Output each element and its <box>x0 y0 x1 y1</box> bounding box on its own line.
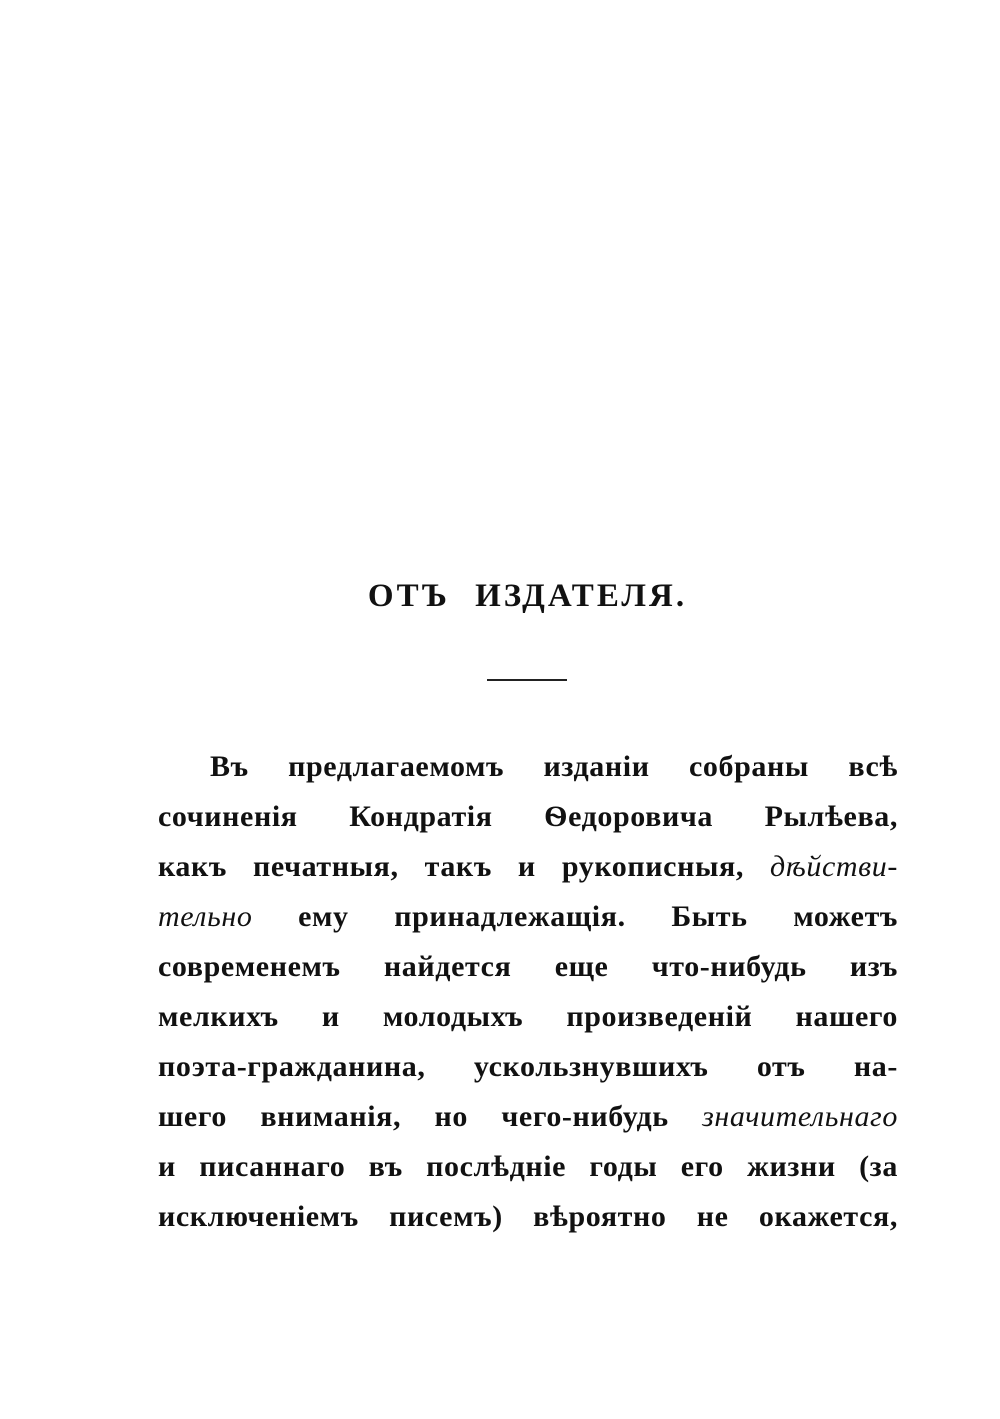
word: на- <box>853 1050 898 1083</box>
word: вниманія, <box>260 1100 402 1133</box>
text-line <box>158 842 898 892</box>
word: писаннаго <box>199 1150 346 1183</box>
text-line <box>158 1092 898 1142</box>
word: ему <box>298 900 349 933</box>
word: изъ <box>849 950 898 983</box>
body-paragraph <box>158 742 898 1242</box>
text-line <box>158 1192 898 1242</box>
italic-word: дѣйстви- <box>769 850 898 883</box>
word: отъ <box>756 1050 806 1083</box>
word: печатныя, <box>253 850 399 883</box>
word: еще <box>554 950 609 983</box>
word: не <box>696 1200 729 1233</box>
word: сочиненія <box>158 800 298 833</box>
word: жизни <box>747 1150 836 1183</box>
word: ускользнувшихъ <box>473 1050 709 1083</box>
word: Ѳедоровича <box>544 800 713 833</box>
title-divider <box>487 679 567 681</box>
word: (за <box>859 1150 898 1183</box>
word: Кондратія <box>349 800 493 833</box>
word: предлагаемомъ <box>288 750 505 783</box>
word: вѣроятно <box>533 1200 667 1233</box>
word: принадлежащія. <box>394 900 626 933</box>
page-title: ОТЪ ИЗДАТЕЛЯ. <box>367 578 688 614</box>
italic-word: тельно <box>158 900 253 933</box>
word: Быть <box>671 900 748 933</box>
word: нашего <box>795 1000 898 1033</box>
word: поэта-гражданина, <box>158 1050 426 1083</box>
word: но <box>434 1100 468 1133</box>
word: молодыхъ <box>382 1000 524 1033</box>
word: собраны <box>689 750 809 783</box>
word: его <box>680 1150 724 1183</box>
italic-word: значительнаго <box>702 1100 898 1133</box>
word: всѣ <box>848 750 898 783</box>
text-line <box>158 742 898 792</box>
word: какъ <box>158 850 228 883</box>
word: шего <box>158 1100 227 1133</box>
word: чего-нибудь <box>501 1100 669 1133</box>
word: современемъ <box>158 950 341 983</box>
text-line <box>158 892 898 942</box>
word: найдется <box>383 950 512 983</box>
word: писемъ) <box>389 1200 503 1233</box>
word: произведеній <box>566 1000 753 1033</box>
word: такъ <box>424 850 492 883</box>
word: изданіи <box>543 750 650 783</box>
word: что-нибудь <box>651 950 807 983</box>
word: рукописныя, <box>561 850 744 883</box>
text-line <box>158 1142 898 1192</box>
text-line <box>158 1042 898 1092</box>
word: и <box>517 850 536 883</box>
word: Въ <box>210 750 249 783</box>
word: годы <box>589 1150 658 1183</box>
word: исключеніемъ <box>158 1200 359 1233</box>
word: мелкихъ <box>158 1000 279 1033</box>
text-line <box>158 992 898 1042</box>
word: Рылѣева, <box>764 800 898 833</box>
word: послѣдніе <box>426 1150 567 1183</box>
text-line <box>158 792 898 842</box>
word: и <box>158 1150 176 1183</box>
text-line <box>158 942 898 992</box>
word: окажется, <box>758 1200 898 1233</box>
word: можетъ <box>793 900 898 933</box>
word: и <box>321 1000 340 1033</box>
word: въ <box>368 1150 403 1183</box>
